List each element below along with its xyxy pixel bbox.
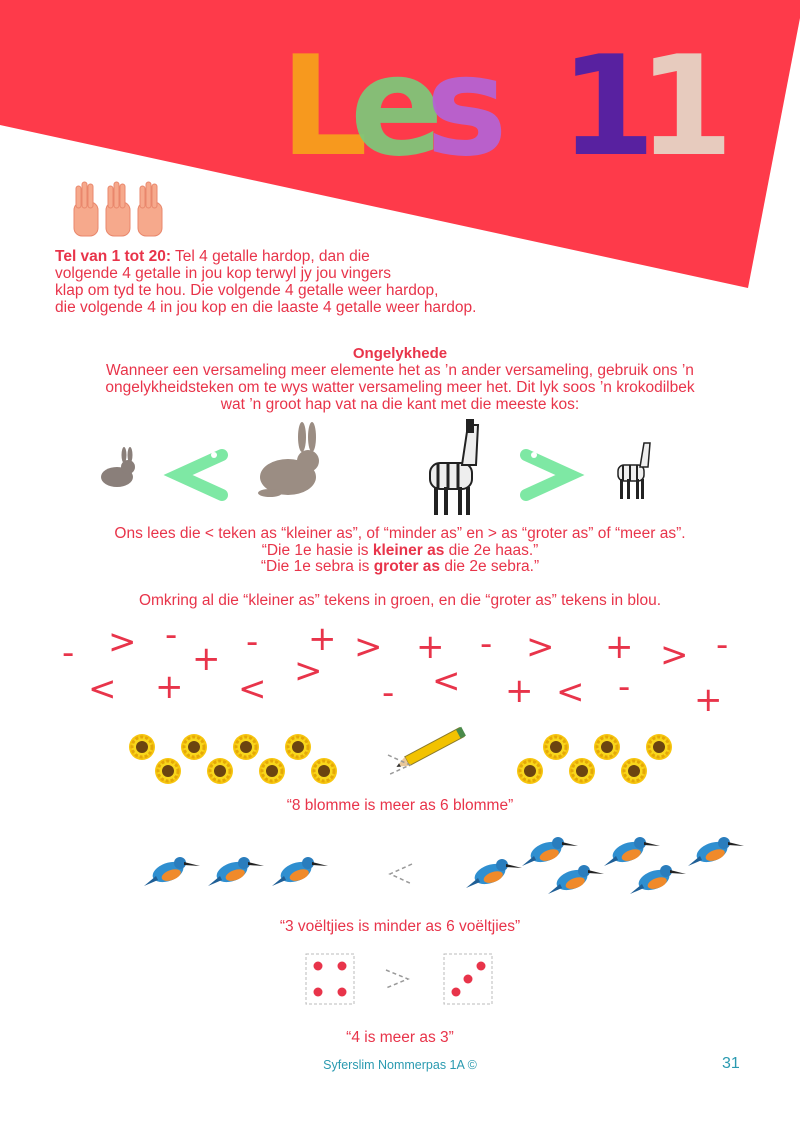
sunflower-icon <box>181 734 207 760</box>
sunflower-icon <box>233 734 259 760</box>
sunflower-example <box>0 725 800 790</box>
crocodile-less-than-icon <box>178 455 222 495</box>
symbol[interactable]: > <box>354 627 383 667</box>
sunflower-icon <box>155 758 181 784</box>
sunflower-icon <box>569 758 595 784</box>
symbol[interactable]: + <box>308 619 337 659</box>
dashed-greater-than <box>386 970 408 988</box>
title-digit-1a: 1 <box>559 26 638 187</box>
symbol[interactable]: - <box>165 615 178 655</box>
section-text: Wanneer een versameling meer elemente het as ’n ander versameling, gebruik ons ’n ongelykheidsteken om te wys watter versameling meer het. Dit lyk soos ’n krokodilbek wat ’n groot hap vat na die kant met die meeste kos: <box>105 362 695 413</box>
crocodile-greater-than-icon <box>526 455 570 495</box>
symbol[interactable]: < <box>88 669 117 709</box>
bird-example <box>0 828 800 898</box>
kingfisher-icon <box>208 857 264 886</box>
footer-copyright: Syferslim Nommerpas 1A © <box>323 1058 477 1072</box>
die-four-icon <box>306 954 354 1004</box>
page-number: 31 <box>722 1055 740 1072</box>
symbol[interactable]: > <box>660 635 689 675</box>
symbol[interactable]: > <box>526 627 555 667</box>
symbol[interactable]: + <box>694 680 723 720</box>
symbol[interactable]: + <box>155 667 184 707</box>
symbol[interactable]: + <box>416 627 445 667</box>
caption-flowers: “8 blomme is meer as 6 blomme” <box>286 797 514 814</box>
symbol[interactable]: > <box>108 622 137 662</box>
kingfisher-icon <box>548 865 604 894</box>
intro-bold: Tel van 1 tot 20: <box>55 248 171 265</box>
kingfisher-icon <box>144 857 200 886</box>
kingfisher-icon <box>604 837 660 866</box>
animal-comparison <box>0 415 800 525</box>
sunflower-icon <box>517 758 543 784</box>
sunflower-icon <box>594 734 620 760</box>
big-zebra-icon <box>430 419 478 515</box>
symbol[interactable]: < <box>432 661 461 701</box>
kingfisher-icon <box>466 859 522 888</box>
kingfisher-icon <box>272 857 328 886</box>
symbol[interactable]: - <box>246 622 259 662</box>
symbol[interactable]: - <box>480 624 493 664</box>
counting-hands-icon <box>70 180 170 240</box>
title-letter-e: e <box>349 26 426 187</box>
lesson-title <box>280 26 716 187</box>
caption-dice: “4 is meer as 3” <box>346 1029 454 1046</box>
title-letter-L: L <box>280 26 350 187</box>
sunflower-icon <box>311 758 337 784</box>
symbol[interactable]: < <box>556 672 585 712</box>
symbol[interactable]: + <box>505 671 534 711</box>
dashed-less-than <box>390 864 412 884</box>
symbol[interactable]: + <box>605 627 634 667</box>
reading-text: Ons lees die < teken as “kleiner as”, of “minder as” en > as “groter as” of “meer as”. “Die 1e hasie is kleiner as die 2e haas.” “Die 1e sebra is groter as die 2e sebra.” <box>114 525 686 575</box>
pencil-icon <box>394 727 466 772</box>
sunflower-icon <box>285 734 311 760</box>
symbol[interactable]: < <box>238 669 267 709</box>
caption-birds: “3 voëltjies is minder as 6 voëltjies” <box>279 918 521 935</box>
small-rabbit-icon <box>101 447 135 487</box>
sunflower-icon <box>646 734 672 760</box>
sunflower-icon <box>621 758 647 784</box>
sunflower-icon <box>543 734 569 760</box>
symbol[interactable]: - <box>716 625 729 665</box>
symbol[interactable]: + <box>192 639 221 679</box>
kingfisher-icon <box>522 837 578 866</box>
symbol[interactable]: - <box>618 667 631 707</box>
title-digit-1b: 1 <box>637 26 716 187</box>
title-letter-s: s <box>425 26 490 187</box>
symbol[interactable]: > <box>294 651 323 691</box>
die-three-icon <box>444 954 492 1004</box>
dice-example <box>0 952 800 1012</box>
kingfisher-icon <box>630 865 686 894</box>
instruction-text: Omkring al die “kleiner as” tekens in groen, en die “groter as” tekens in blou. <box>138 592 662 609</box>
kingfisher-icon <box>688 837 744 866</box>
intro-text: Tel van 1 tot 20: Tel 4 getalle hardop, dan die volgende 4 getalle in jou kop terwyl jy jou vingers klap om tyd te hou. Die volgende 4 getalle weer hardop, die volgende 4 in jou kop en die laaste 4 getalle weer hardop. <box>55 248 477 316</box>
symbol[interactable]: - <box>62 633 75 673</box>
sunflower-icon <box>129 734 155 760</box>
sunflower-icon <box>207 758 233 784</box>
large-rabbit-icon <box>258 422 319 497</box>
symbol[interactable]: - <box>382 673 395 713</box>
section-title: Ongelykhede <box>352 345 448 362</box>
sunflower-icon <box>259 758 285 784</box>
small-zebra-icon <box>618 443 650 499</box>
